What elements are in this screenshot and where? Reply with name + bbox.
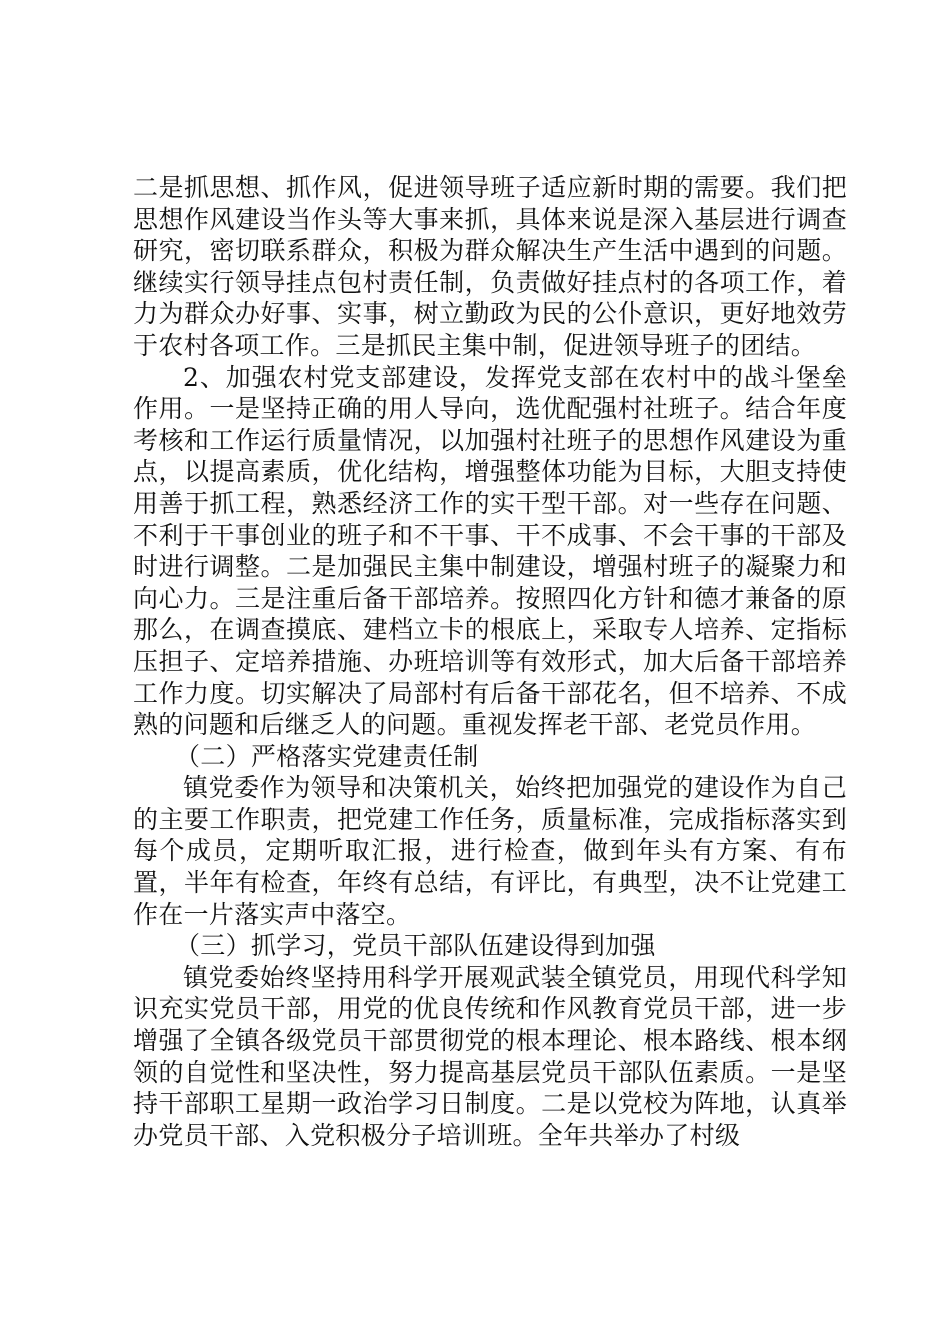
section-heading-responsibility-system: （二）严格落实党建责任制 [175,741,479,771]
paragraph-leadership-style: 二是抓思想、抓作风，促进领导班子适应新时期的需要。我们把思想作风建设当作头等大事来抓，具体来说是深入基层进行调查研究，密切联系群众，积极为群众解决生产生活中遇到的问题。继续实行领导挂点包村责任制，负责做好挂点村的各项工作，着力为群众办好事、实事，树立勤政为民的公仆意识，更好地效劳于农村各项工作。三是抓民主集中制，促进领导班子的团结。 [133,173,847,360]
section-heading-study: （三）抓学习，党员干部队伍建设得到加强 [175,931,656,961]
document-page [133,172,847,1151]
paragraph-party-branch-building: 2、加强农村党支部建设，发挥党支部在农村中的战斗堡垒作用。一是坚持正确的用人导向，选优配强村社班子。结合年度考核和工作运行质量情况，以加强村社班子的思想作风建设为重点，以提高素质，优化结构，增强整体功能为目标，大胆支持使用善于抓工程，熟悉经济工作的实干型干部。对一些存在问题、不利于干事创业的班子和不干事、干不成事、不会干事的干部及时进行调整。二是加强民主集中制建设，增强村班子的凝聚力和向心力。三是注重后备干部培养。按照四化方针和德才兼备的原那么，在调查摸底、建档立卡的根底上，采取专人培养、定指标压担子、定培养措施、办班培训等有效形式，加大后备干部培养工作力度。切实解决了局部村有后备干部花名，但不培养、不成熟的问题和后继乏人的问题。重视发挥老干部、老党员作用。 [133,362,847,740]
paragraph-responsibility-system: 镇党委作为领导和决策机关，始终把加强党的建设作为自己的主要工作职责，把党建工作任务，质量标准，完成指标落实到每个成员，定期听取汇报，进行检查，做到年头有方案、有布置，半年有检查，年终有总结，有评比，有典型，决不让党建工作在一片落实声中落空。 [133,773,847,929]
paragraph-study: 镇党委始终坚持用科学开展观武装全镇党员，用现代科学知识充实党员干部，用党的优良传统和作风教育党员干部，进一步增强了全镇各级党员干部贯彻党的根本理论、根本路线、根本纲领的自觉性和坚决性，努力提高基层党员干部队伍素质。一是坚持干部职工星期一政治学习日制度。二是以党校为阵地，认真举办党员干部、入党积极分子培训班。全年共举办了村级 [133,962,847,1150]
